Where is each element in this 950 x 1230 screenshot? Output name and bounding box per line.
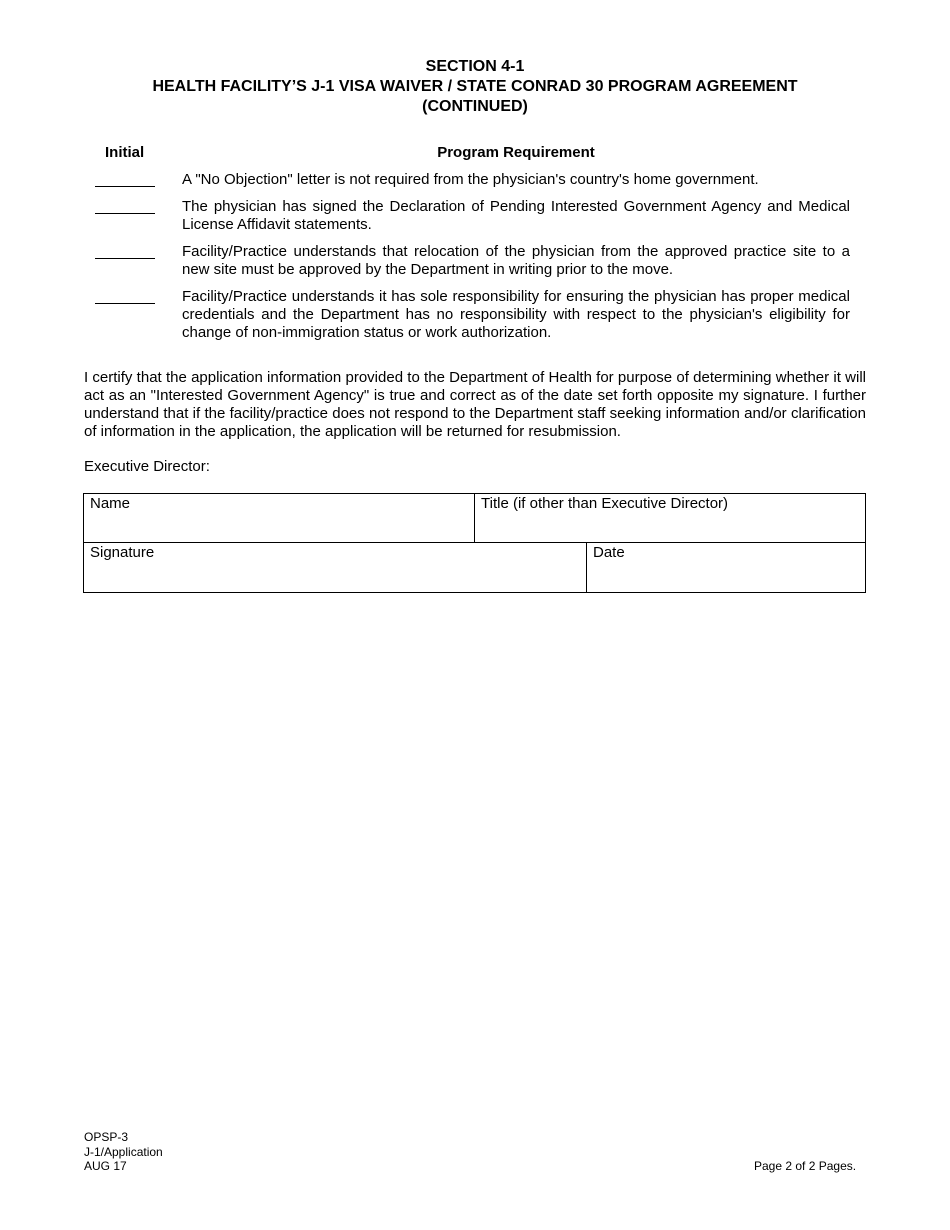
name-field[interactable] [84, 494, 475, 543]
section-number: SECTION 4-1 [425, 58, 525, 75]
name-label: Name [90, 495, 131, 512]
requirement-text: Facility/Practice understands it has sole responsibility for ensuring the physician has proper medical credentials and the Department has no responsibility with respect to the physician's eligibility for change of non-immigration status or work authorization. [182, 288, 850, 341]
form-revision: AUG 17 [84, 1159, 127, 1173]
requirement-text: Facility/Practice understands that relocation of the physician from the approved practice site to a new site must be approved by the Department in writing prior to the move. [182, 243, 850, 278]
date-label: Date [593, 544, 625, 561]
initial-blank[interactable] [95, 258, 155, 259]
section-header [0, 57, 950, 117]
agreement-title: HEALTH FACILITY’S J-1 VISA WAIVER / STATE CONRAD 30 PROGRAM AGREEMENT [152, 78, 798, 95]
continued-label: (CONTINUED) [422, 98, 528, 115]
signature-label: Signature [90, 544, 155, 561]
form-id: OPSP-3 [84, 1130, 129, 1144]
title-field[interactable] [475, 494, 865, 543]
signature-table [83, 493, 866, 593]
form-type: J-1/Application [84, 1144, 163, 1159]
requirement-text: A "No Objection" letter is not required from the physician's country's home government. [182, 171, 759, 188]
signature-field[interactable] [84, 543, 587, 592]
initial-blank[interactable] [95, 213, 155, 214]
requirement-text: The physician has signed the Declaration of Pending Interested Government Agency and Medical License Affidavit statements. [182, 198, 850, 233]
title-label: Title (if other than Executive Director) [481, 495, 729, 512]
date-field[interactable] [587, 543, 865, 592]
initial-column-header: Initial [105, 144, 145, 161]
form-footer [84, 1130, 163, 1174]
initial-blank[interactable] [95, 186, 155, 187]
requirement-column-header: Program Requirement [437, 144, 595, 161]
page-number: Page 2 of 2 Pages. [754, 1159, 857, 1173]
initial-blank[interactable] [95, 303, 155, 304]
certification-paragraph: I certify that the application information provided to the Department of Health for purpose of determining whether it will act as an "Interested Government Agency" is true and correct as of the date set forth opposite my signature. I further understand that if the facility/practice does not respond to the Department staff seeking information and/or clarification of information in the application, the application will be returned for resubmission. [84, 369, 866, 440]
executive-director-label: Executive Director: [84, 458, 210, 475]
